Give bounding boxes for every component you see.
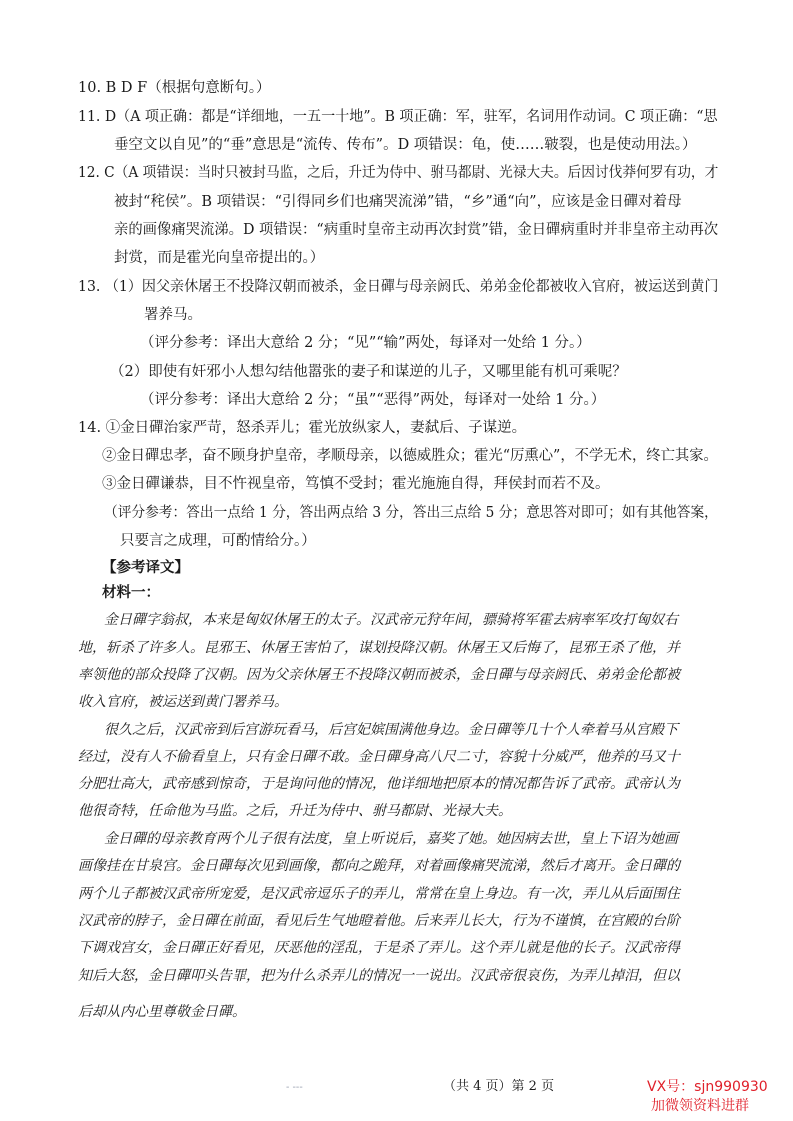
watermark-line-1: VX号：sjn990930 (647, 1079, 768, 1095)
translation-para-2-line-4: 他很奇特，任命他为马监。之后，升迁为侍中、驸马都尉、光禄大夫。 (78, 803, 512, 819)
translation-heading: 【参考译文】 (102, 559, 189, 576)
answer-13-part-1-line-2: 署养马。 (144, 307, 202, 323)
answer-13-part-2-note: （评分参考：译出大意给 2 分；“虽”“恶得”两处，每译对一处给 1 分。） (140, 392, 606, 408)
answer-14-point-3: ③金日磾谦恭，目不忤视皇帝，笃慎不受封；霍光施施自得，拜侯封而若不及。 (102, 476, 610, 492)
answer-14-point-1: 14. ①金日磾治家严苛，怒杀弄儿；霍光放纵家人，妻弑后、子谋逆。 (78, 420, 527, 436)
translation-para-3-line-7: 后却从内心里尊敬金日磾。 (78, 1004, 246, 1020)
material-label: 材料一： (102, 584, 160, 601)
translation-para-1-line-4: 收入官府，被运送到黄门署养马。 (78, 694, 288, 710)
translation-para-3-line-5: 下调戏宫女，金日磾正好看见，厌恶他的淫乱，于是杀了弄儿。这个弄儿就是他的长子。汉武帝得 (78, 940, 680, 956)
translation-para-3-line-3: 两个儿子都被汉武帝所宠爱，是汉武帝逗乐子的弄儿，常常在皇上身边。有一次，弄儿从后面围住 (78, 886, 680, 902)
answer-11-line-2: 垂空文以自见”的“垂”意思是“流传、传布”。D 项错误：龟，使……皲裂，也是使动用法。） (114, 137, 697, 153)
translation-para-2-line-3: 分肥壮高大，武帝感到惊奇，于是询问他的情况，他详细地把原本的情况都告诉了武帝。武帝认为 (78, 776, 680, 792)
translation-para-3-line-1: 金日磾的母亲教育两个儿子很有法度，皇上听说后，嘉奖了她。她因病去世，皇上下诏为她画 (104, 831, 678, 847)
answer-12-line-3: 亲的画像痛哭流涕。D 项错误：“病重时皇帝主动再次封赏”错，金日磾病重时并非皇帝主动再次 (114, 222, 719, 238)
translation-para-3-line-4: 汉武帝的脖子，金日磾在前面，看见后生气地瞪着他。后来弄儿长大，行为不谨慎，在宫殿的台阶 (78, 913, 680, 929)
answer-11-line-1: 11. D（A 项正确：都是“详细地，一五一十地”。B 项正确：军，驻军，名词用作动词。C 项正确：“思 (78, 109, 718, 125)
answer-14-point-2: ②金日磾忠孝，奋不顾身护皇帝，孝顺母亲，以德威胜众；霍光“厉熏心”，不学无术，终亡其家。 (102, 448, 718, 464)
translation-para-3-line-6: 知后大怒，金日磾叩头告罪，把为什么杀弄儿的情况一一说出。汉武帝很哀伤，为弄儿掉泪，但以 (78, 968, 680, 984)
translation-para-1-line-1: 金日磾字翁叔，本来是匈奴休屠王的太子。汉武帝元狩年间，骠骑将军霍去病率军攻打匈奴右 (104, 612, 678, 628)
answer-14-note-line-2: 只要言之成理，可酌情给分。） (120, 533, 316, 549)
answer-12-line-1: 12. C（A 项错误：当时只被封马监，之后，升迁为侍中、驸马都尉、光禄大夫。后因讨伐莽何罗有功，才 (78, 165, 719, 181)
footer-dashes: - --- (286, 1082, 303, 1093)
watermark-line-2: 加微领资料进群 (651, 1098, 749, 1114)
translation-para-2-line-2: 经过，没有人不偷看皇上，只有金日磾不敢。金日磾身高八尺二寸，容貌十分威严，他养的马又十 (78, 749, 680, 765)
answer-12-line-4: 封赏，而是霍光向皇帝提出的。） (114, 250, 325, 266)
translation-para-2-line-1: 很久之后，汉武帝到后宫游玩看马，后宫妃嫔围满他身边。金日磾等几十个人牵着马从宫殿下 (104, 722, 678, 738)
translation-para-3-line-2: 画像挂在甘泉宫。金日磾每次见到画像，都向之跪拜，对着画像痛哭流涕，然后才离开。金日磾的 (78, 858, 680, 874)
translation-para-1-line-3: 率领他的部众投降了汉朝。因为父亲休屠王不投降汉朝而被杀，金日磾与母亲阏氏、弟弟金伦都被 (78, 667, 680, 683)
translation-para-1-line-2: 地，斩杀了许多人。昆邪王、休屠王害怕了，谋划投降汉朝。休屠王又后悔了，昆邪王杀了他，并 (78, 640, 680, 656)
answer-13-part-1-note: （评分参考：译出大意给 2 分；“见”“输”两处，每译对一处给 1 分。） (140, 335, 591, 351)
page-number: （共 4 页）第 2 页 (443, 1079, 555, 1094)
answer-12-line-2: 被封“秺侯”。B 项错误：“引得同乡们也痛哭流涕”错，“乡”通“向”，应该是金日磾对着母 (114, 194, 682, 210)
answer-13-part-2: （2）即使有奸邪小人想勾结他嚣张的妻子和谋逆的儿子，又哪里能有机可乘呢？ (110, 364, 627, 380)
answer-13-part-1-line-1: 13. （1）因父亲休屠王不投降汉朝而被杀，金日磾与母亲阏氏、弟弟金伦都被收入官府，被运送到黄门 (78, 279, 719, 295)
answer-14-note-line-1: （评分参考：答出一点给 1 分，答出两点给 3 分，答出三点给 5 分；意思答对即可；如有其他答案， (104, 505, 718, 521)
answer-10: 10. B D F（根据句意断句。） (78, 80, 271, 96)
